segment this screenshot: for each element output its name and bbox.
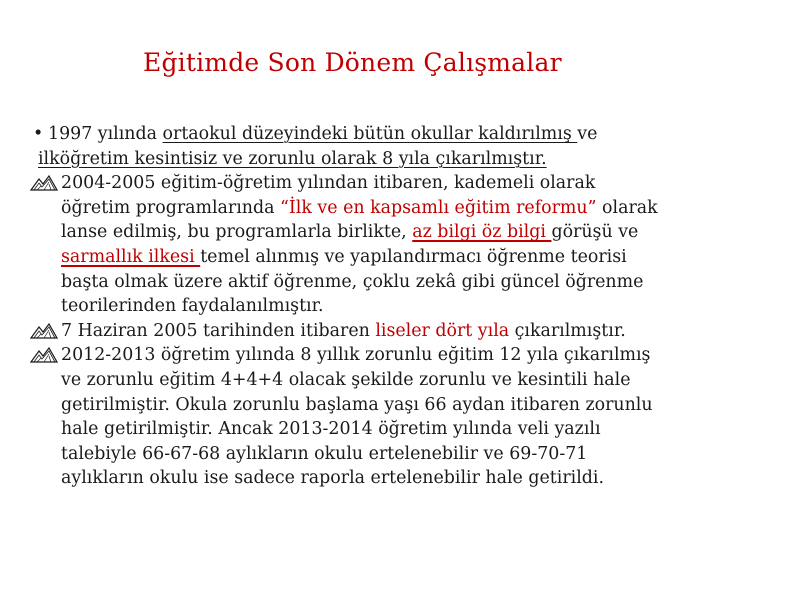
highlight-red-underlined: az bilgi öz bilgi bbox=[412, 222, 552, 243]
bullet-item-2004: 2004-2005 eğitim-öğretim yılından itibaren, kademeli olarak öğretim programlarında “İlk ve en kapsamlı eğitim reformu” olarak lanse edilmiş, bu programlarla birlikte, az bilgi öz bilgi görüşü ve sarmallık ilkesi temel alınmış ve yapılandırmacı öğrenme teorisi başta olmak üzere aktif öğrenme, çoklu zekâ gibi güncel öğrenme teorilerinden faydalanılmıştır. bbox=[30, 171, 760, 319]
bullet-1-line-2: ilköğretim kesintisiz ve zorunlu olarak 8 yıla çıkarılmıştır. bbox=[38, 148, 547, 169]
underlined-phrase: ortaokul düzeyindeki bütün okullar kaldırılmış bbox=[162, 124, 578, 144]
bullet-list bbox=[30, 122, 760, 491]
bullet-item-2005: 7 Haziran 2005 tarihinden itibaren liseler dört yıla çıkarılmıştır. bbox=[30, 319, 760, 344]
highlight-red-underlined: sarmallık ilkesi bbox=[61, 246, 201, 267]
page-title: Eğitimde Son Dönem Çalışmalar bbox=[143, 48, 562, 77]
highlight-red: liseler dört yıla bbox=[375, 320, 515, 341]
bullet-dot-icon: • bbox=[33, 124, 44, 144]
bullet-item-1997 bbox=[30, 122, 760, 171]
highlight-red: “İlk ve en kapsamlı eğitim reformu” bbox=[280, 197, 597, 218]
wing-bullet-icon bbox=[30, 323, 58, 340]
bullet-1-line-1: 1997 yılında ortaokul düzeyindeki bütün okullar kaldırılmış ve bbox=[48, 124, 598, 144]
wing-bullet-icon bbox=[30, 175, 58, 192]
wing-bullet-icon bbox=[30, 347, 58, 364]
bullet-item-2012: 2012-2013 öğretim yılında 8 yıllık zorunlu eğitim 12 yıla çıkarılmış ve zorunlu eğitim 4+4+4 olacak şekilde zorunlu ve kesintili hale getirilmiştir. Okula zorunlu başlama yaşı 66 aydan itibaren zorunlu hale getirilmiştir. Ancak 2013-2014 öğretim yılında veli yazılı talebiyle 66-67-68 aylıkların okulu ertelenebilir ve 69-70-71 aylıkların okulu ise sadece raporla ertelenebilir hale getirildi. bbox=[30, 343, 760, 491]
